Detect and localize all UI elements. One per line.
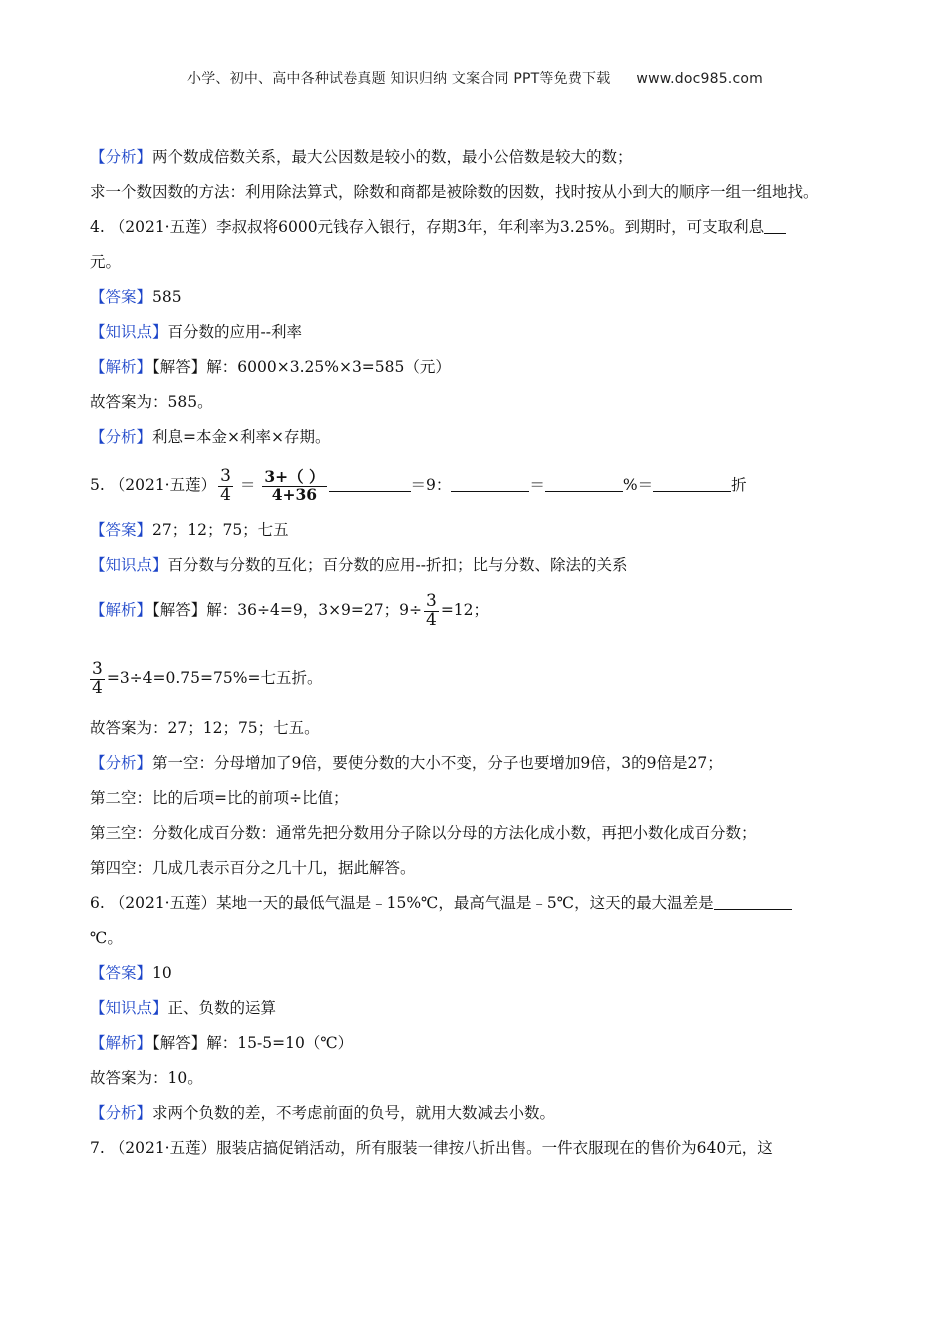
q5-so: 故答案为：27；12；75；七五。 (90, 719, 320, 737)
q4-number: 4. (90, 218, 105, 236)
q5-eq: ＝ (239, 476, 256, 494)
q5-fraction-1: $\frac{3}{4}$ (220, 465, 231, 505)
q5-sol2-fraction: $\frac{3}{4}$ (92, 658, 103, 698)
intro-analysis (90, 140, 855, 175)
q6-knowledge-point (90, 991, 855, 1026)
q7-number: 7. (90, 1139, 105, 1157)
q5-analysis-4: 第四空：几成几表示百分之几十几，据此解答。 (90, 859, 416, 877)
q5-zhe: 折 (731, 476, 747, 494)
q5-sol2-text: =3÷4=0.75=75%=七五折。 (106, 669, 323, 687)
q4-answer-value: 585 (152, 288, 182, 306)
analysis-tag: 【分析】 (90, 1104, 153, 1122)
q4-stem (90, 210, 855, 245)
q4-analysis (90, 420, 855, 455)
jx-tag: 【解析】 (90, 358, 153, 376)
q6-blank (714, 891, 792, 910)
q5-fraction-2: $\frac{3+( )}{4+36}$ (264, 467, 325, 504)
q5-analysis-text-1: 第一空：分母增加了9倍，要使分数的大小不变，分子也要增加9倍，3的9倍是27； (152, 754, 723, 772)
jd-tag: 【解答】 (152, 358, 207, 376)
kp-tag: 【知识点】 (90, 556, 168, 574)
q5-blank-4 (653, 473, 731, 492)
q5-ratio: ＝9： (410, 476, 452, 494)
q4-unit: 元。 (90, 253, 122, 271)
q6-answer (90, 956, 855, 991)
q6-stem (90, 886, 855, 921)
q6-stem-text: 某地一天的最低气温是﹣15%℃，最高气温是﹣5℃，这天的最大温差是 (216, 894, 714, 912)
q7-stem-text: 服装店搞促销活动，所有服装一律按八折出售。一件衣服现在的售价为640元，这 (216, 1139, 773, 1157)
q5-kp-text: 百分数与分数的互化；百分数的应用--折扣；比与分数、除法的关系 (167, 556, 628, 574)
q5-sol1-fraction: $\frac{3}{4}$ (425, 590, 437, 630)
q5-blank-2 (451, 473, 529, 492)
q6-unit: ℃。 (90, 929, 123, 947)
q5-answer-value: 27；12；75；七五 (152, 521, 289, 539)
q4-so: 故答案为：585。 (90, 393, 213, 411)
q5-analysis-3: 第三空：分数化成百分数：通常先把分数用分子除以分母的方法化成小数，再把小数化成百分数； (90, 824, 757, 842)
jd-tag: 【解答】 (152, 601, 207, 619)
q6-source: （2021·五莲） (109, 894, 217, 912)
q7-source: （2021·五莲） (109, 1139, 217, 1157)
q4-blank (764, 215, 786, 234)
q4-answer (90, 280, 855, 315)
q5-eq2: ＝ (529, 476, 545, 494)
analysis-tag: 【分析】 (90, 148, 153, 166)
answer-tag: 【答案】 (90, 288, 153, 306)
header-text: 小学、初中、高中各种试卷真题 知识归纳 文案合同 PPT等免费下载 (187, 71, 611, 87)
intro-factor-method: 求一个数因数的方法：利用除法算式，除数和商都是被除数的因数，找时按从小到大的顺序一组一组地找。 (90, 183, 819, 201)
analysis-tag: 【分析】 (90, 754, 153, 772)
q4-kp-text: 百分数的应用--利率 (167, 323, 302, 341)
q4-analysis-text: 利息=本金×利率×存期。 (152, 428, 331, 446)
q4-stem-text: 李叔叔将6000元钱存入银行，存期3年，年利率为3.25%。到期时，可支取利息 (216, 218, 765, 236)
q6-solution-text: 解：15-5=10（℃） (206, 1034, 354, 1052)
jd-tag: 【解答】 (152, 1034, 207, 1052)
q5-pct: %＝ (622, 476, 654, 494)
q6-solution (90, 1026, 855, 1061)
q5-stem (90, 457, 855, 513)
q6-kp-text: 正、负数的运算 (167, 999, 277, 1017)
q5-blank-1 (329, 473, 411, 492)
q6-number: 6. (90, 894, 105, 912)
q5-number: 5. (90, 476, 105, 494)
q6-analysis-text: 求两个负数的差，不考虑前面的负号，就用大数减去小数。 (152, 1104, 556, 1122)
q4-knowledge-point (90, 315, 855, 350)
answer-tag: 【答案】 (90, 521, 153, 539)
jx-tag: 【解析】 (90, 601, 153, 619)
analysis-tag: 【分析】 (90, 428, 153, 446)
q5-answer (90, 513, 855, 548)
q5-blank-3 (545, 473, 623, 492)
q5-sol1-text: 解：36÷4=9，3×9=27；9÷ (206, 601, 422, 619)
jx-tag: 【解析】 (90, 1034, 153, 1052)
q6-analysis (90, 1096, 855, 1131)
q4-solution-text: 解：6000×3.25%×3=585（元） (206, 358, 451, 376)
answer-tag: 【答案】 (90, 964, 153, 982)
analysis-text: 两个数成倍数关系，最大公因数是较小的数，最小公倍数是较大的数； (152, 148, 633, 166)
q6-so: 故答案为：10。 (90, 1069, 203, 1087)
q6-answer-value: 10 (152, 964, 172, 982)
q5-analysis-1 (90, 746, 855, 781)
q5-source: （2021·五莲） (109, 476, 217, 494)
q7-stem (90, 1131, 855, 1166)
document-body (90, 140, 855, 1166)
q5-analysis-2: 第二空：比的后项=比的前项÷比值； (90, 789, 349, 807)
q4-solution (90, 350, 855, 385)
kp-tag: 【知识点】 (90, 323, 168, 341)
header-site: www.doc985.com (636, 71, 763, 87)
q5-sol1-end: =12； (440, 601, 490, 619)
q4-source: （2021·五莲） (109, 218, 217, 236)
q5-solution-2 (90, 655, 855, 701)
q5-solution-1 (90, 587, 855, 633)
kp-tag: 【知识点】 (90, 999, 168, 1017)
page-header (0, 68, 950, 88)
q5-knowledge-point (90, 548, 855, 583)
